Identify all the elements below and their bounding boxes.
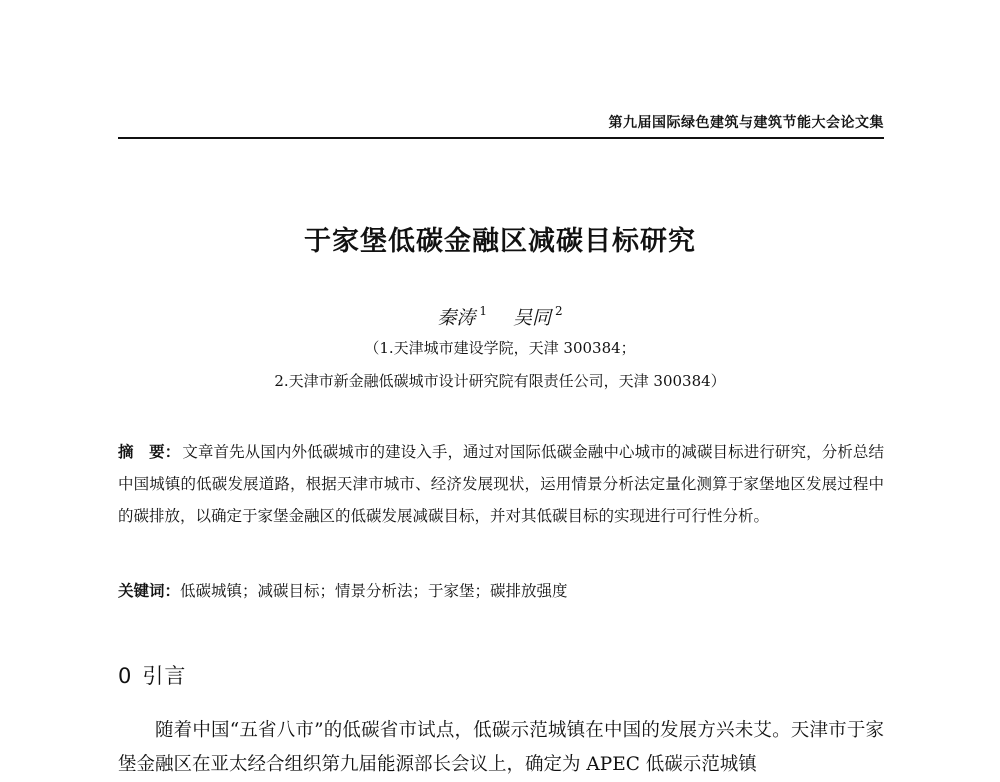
keywords-label: 关键词： [118, 582, 181, 600]
affiliation-line-1: （1.天津城市建设学院，天津 300384； [364, 339, 636, 357]
header-rule [118, 137, 884, 139]
running-header: 第九届国际绿色建筑与建筑节能大会论文集 [608, 115, 884, 131]
abstract [118, 436, 884, 532]
author-1-name: 秦涛 [437, 307, 476, 329]
affiliation-line-2: 2.天津市新金融低碳城市设计研究院有限责任公司，天津 300384） [274, 372, 726, 390]
section-heading [118, 660, 186, 692]
author-1 [437, 297, 487, 332]
author-1-affiliation-mark: 1 [479, 304, 487, 318]
keywords [118, 578, 884, 604]
abstract-text: 文章首先从国内外低碳城市的建设入手，通过对国际低碳金融中心城市的减碳目标进行研究，分析总结中国城镇的低碳发展道路，根据天津市城市、经济发展现状，运用情景分析法定量化测算于家堡地区发展过程中的碳排放，以确定于家堡金融区的低碳发展减碳目标，并对其低碳目标的实现进行可行性分析。 [118, 443, 884, 525]
author-2-affiliation-mark: 2 [555, 304, 563, 318]
author-list [0, 297, 1000, 332]
author-2 [513, 297, 563, 332]
paper-title: 于家堡低碳金融区减碳目标研究 [304, 226, 696, 257]
author-2-name: 吴同 [513, 307, 552, 329]
body-paragraph: 随着中国“五省八市”的低碳省市试点，低碳示范城镇在中国的发展方兴未艾。天津市于家堡金融区在亚太经合组织第九届能源部长会议上，确定为 APEC 低碳示范城镇 [118, 720, 884, 775]
section-number: 0 [118, 664, 133, 688]
section-title: 引言 [142, 664, 187, 688]
keywords-text: 低碳城镇；减碳目标；情景分析法；于家堡；碳排放强度 [180, 582, 568, 600]
abstract-label: 摘 要： [118, 443, 181, 461]
